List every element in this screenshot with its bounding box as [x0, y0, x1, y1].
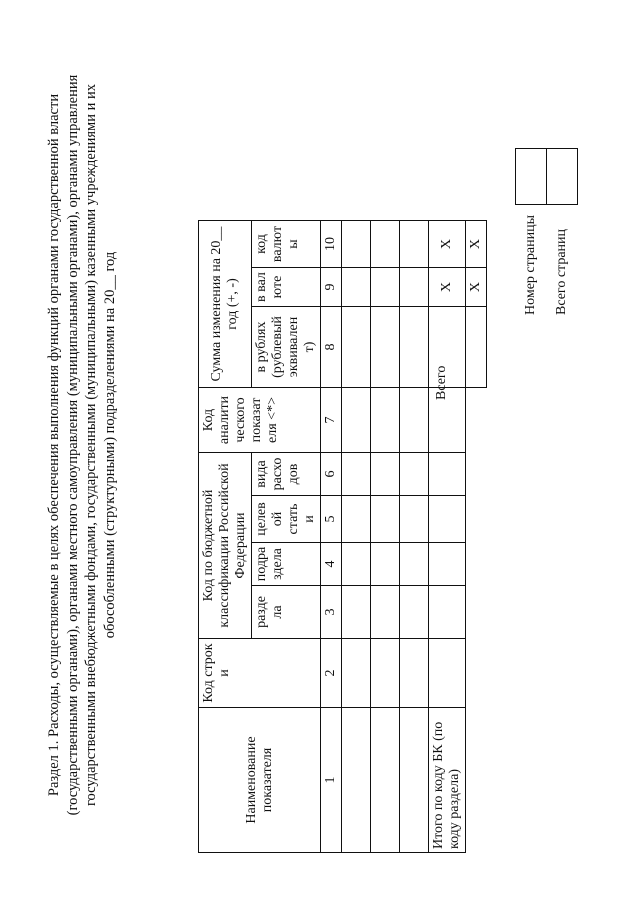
section-heading: Раздел 1. Расходы, осуществляемые в целях обеспечения выполнения функций органами государственной власти (государственными органами), органами местного самоуправления (муниципальными органами), органами управления государственными внебюджетными фондами, государственными (муниципальными) казенными учреждениями и их обособленными (структурными) подразделениями на 20__ год — [46, 74, 118, 816]
table-row — [400, 221, 429, 853]
total-mark: X — [466, 221, 487, 268]
column-number: 7 — [321, 388, 342, 453]
table-row — [342, 221, 371, 853]
total-row — [466, 221, 487, 853]
column-number: 10 — [321, 221, 342, 268]
header-row-code: Код строк и — [199, 639, 321, 708]
column-number: 4 — [321, 543, 342, 586]
header-expense-type: вида расхо дов — [252, 453, 321, 496]
column-number: 9 — [321, 268, 342, 307]
total-pages-field[interactable] — [547, 148, 578, 204]
total-label: Всего — [434, 365, 449, 400]
total-pages-label: Всего страниц — [554, 228, 569, 315]
subtotal-row — [429, 221, 466, 853]
header-analytic-code: Код аналити ческого показат еля <*> — [199, 388, 321, 453]
column-number: 1 — [321, 708, 342, 853]
column-number-row — [321, 221, 342, 853]
header-bk-group: Код по бюджетной классификации Российской Федерации — [199, 453, 252, 639]
expenses-table — [198, 220, 487, 853]
header-change-group: Сумма изменения на 20__ год (+, -) — [199, 221, 252, 388]
column-number: 8 — [321, 307, 342, 388]
page-number-field[interactable] — [516, 148, 547, 204]
header-target: целев ой стать и — [252, 496, 321, 543]
column-number: 2 — [321, 639, 342, 708]
page-counter — [515, 148, 578, 315]
table-row — [371, 221, 400, 853]
column-number: 3 — [321, 586, 342, 639]
total-mark: X — [466, 268, 487, 307]
header-section: разде ла — [252, 586, 321, 639]
subtotal-mark: X — [429, 268, 466, 307]
subtotal-label: Итого по коду БК (по коду раздела) — [429, 708, 466, 853]
page-number-label: Номер страницы — [523, 214, 538, 315]
header-currency-code: код валют ы — [252, 221, 321, 268]
column-number: 5 — [321, 496, 342, 543]
header-currency: в вал юте — [252, 268, 321, 307]
header-name: Наименование показателя — [199, 708, 321, 853]
column-number: 6 — [321, 453, 342, 496]
header-rub: в рублях (рублевый эквивален т) — [252, 307, 321, 388]
subtotal-mark: X — [429, 221, 466, 268]
header-subsection: подра здела — [252, 543, 321, 586]
